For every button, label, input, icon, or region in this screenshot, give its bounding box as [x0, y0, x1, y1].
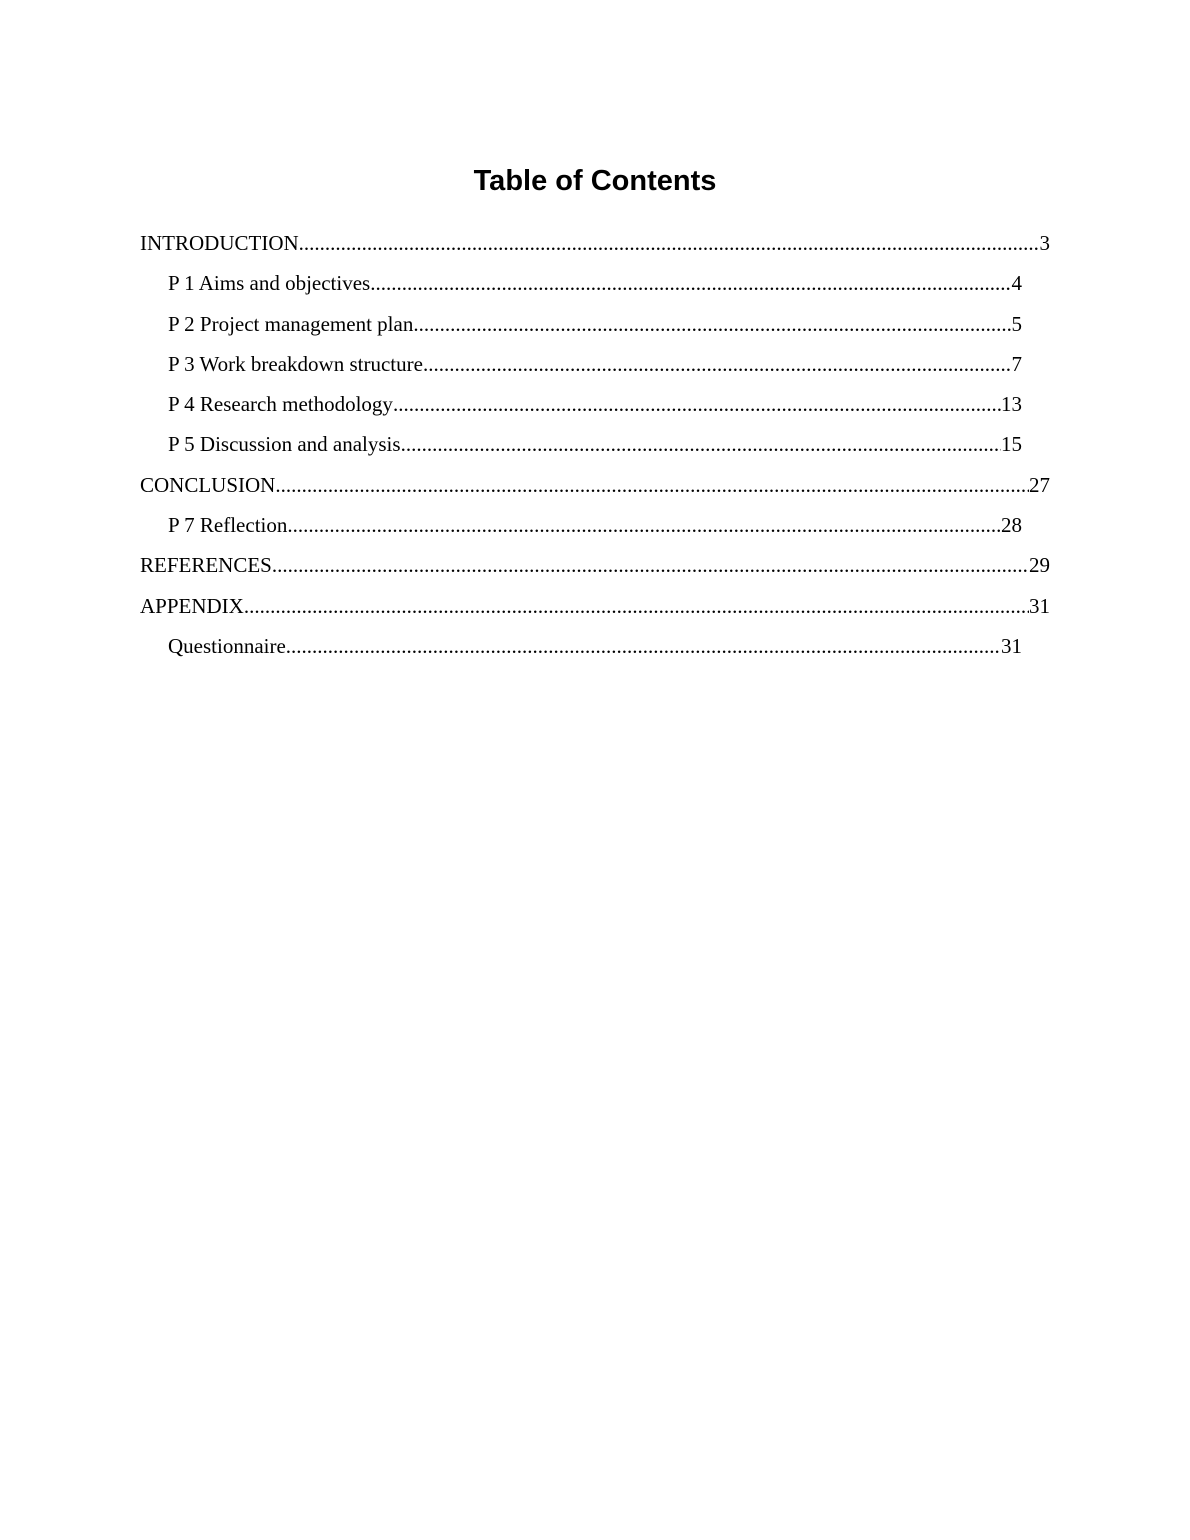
toc-entry-page-number: 31	[1029, 593, 1050, 618]
toc-dot-leader	[287, 509, 1001, 541]
toc-entry-label: CONCLUSION	[140, 472, 276, 497]
toc-entry[interactable]	[168, 348, 1022, 388]
toc-dot-leader	[286, 630, 1001, 662]
toc-entry-page-number: 29	[1029, 553, 1050, 578]
toc-entry-page-number: 7	[1011, 351, 1022, 376]
toc-entry[interactable]	[168, 428, 1022, 468]
toc-entry[interactable]	[168, 630, 1022, 670]
toc-dot-leader	[370, 267, 1011, 299]
toc-entry-page-number: 28	[1001, 513, 1022, 538]
toc-entry-label: P 1 Aims and objectives	[168, 271, 371, 296]
toc-entry[interactable]	[168, 267, 1022, 307]
toc-dot-leader	[393, 388, 1001, 420]
toc-entry-label: Questionnaire	[168, 633, 286, 658]
toc-entry[interactable]	[168, 388, 1022, 428]
toc-entry[interactable]	[140, 549, 1050, 589]
toc-entry[interactable]	[140, 469, 1050, 509]
toc-dot-leader	[244, 590, 1029, 622]
toc-entry-label: P 3 Work breakdown structure	[168, 351, 423, 376]
toc-entry-label: P 2 Project management plan	[168, 311, 414, 336]
toc-list	[140, 227, 1050, 670]
toc-entry[interactable]	[140, 590, 1050, 630]
toc-entry[interactable]	[140, 227, 1050, 267]
toc-entry-page-number: 3	[1039, 231, 1050, 255]
toc-entry-page-number: 31	[1001, 633, 1022, 658]
toc-entry-label: P 5 Discussion and analysis	[168, 432, 401, 457]
toc-entry[interactable]	[168, 308, 1022, 348]
toc-entry[interactable]	[168, 509, 1022, 549]
toc-entry-label: APPENDIX	[140, 593, 244, 618]
toc-title: Table of Contents	[473, 165, 717, 197]
toc-entry-label: REFERENCES	[140, 553, 272, 578]
toc-entry-page-number: 13	[1001, 392, 1022, 417]
toc-entry-label: INTRODUCTION	[140, 231, 299, 255]
toc-entry-label: P 4 Research methodology	[168, 392, 393, 417]
toc-entry-page-number: 5	[1011, 311, 1022, 336]
toc-dot-leader	[299, 227, 1040, 259]
toc-dot-leader	[413, 308, 1011, 340]
toc-dot-leader	[423, 348, 1012, 380]
toc-entry-page-number: 27	[1029, 472, 1050, 497]
toc-dot-leader	[275, 469, 1029, 501]
toc-entry-page-number: 15	[1001, 432, 1022, 457]
toc-entry-page-number: 4	[1011, 271, 1022, 296]
toc-dot-leader	[401, 428, 1001, 460]
toc-entry-label: P 7 Reflection	[168, 513, 288, 538]
toc-dot-leader	[272, 549, 1029, 581]
